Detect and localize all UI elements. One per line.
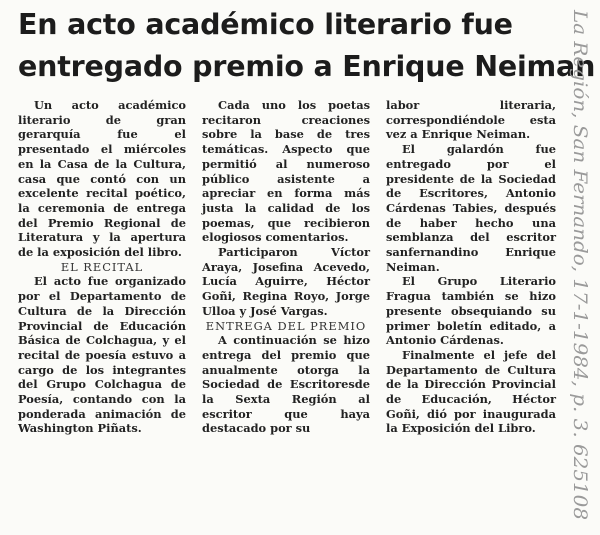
subheading-entrega-del-premio: ENTREGA DEL PREMIO (205, 318, 367, 333)
article-body (18, 98, 558, 533)
paragraph: labor literaria, correspondiéndole esta vez a Enrique Neiman. (386, 98, 556, 142)
headline-line-2: entregado premio a Enrique Neiman (18, 50, 596, 83)
handwritten-note-text: La Región, San Fernando, 17-1-1984, p. 3. 625108 (569, 10, 591, 497)
paragraph: Participaron Víctor Araya, Josefina Acevedo, Lucía Aguirre, Héctor Goñi, Regina Royo, Jorge Ulloa y José Vargas. (202, 245, 370, 318)
subheading-recital: EL RECITAL (60, 259, 144, 274)
paragraph: A continuación se hizo entrega del premio que anualmente otorga la Sociedad de Escritoresde la Sexta Región al escritor que haya destacado por su (202, 333, 370, 436)
handwritten-note-svg (562, 6, 596, 526)
handwritten-source-note (562, 6, 596, 526)
column-1 (18, 98, 186, 436)
paragraph: El Grupo Literario Fragua también se hizo presente obsequiando su primer boletín editado, a Antonio Cárdenas. (386, 274, 556, 348)
paragraph: Un acto académico literario de gran gerarquía fue el presentado el miércoles en la Casa de la Cultura, casa que contó con un excelente recital poético, la ceremonia de entrega del Premio Regional de Literatura y la apertura de la exposición del libro. (18, 98, 186, 260)
headline-line-1: En acto académico literario fue (18, 8, 513, 41)
paragraph: El acto fue organizado por el Departamento de Cultura de la Dirección Provincial de Educación Básica de Colchagua, y el recital de poesía estuvo a cargo de los integrantes del Grupo Colchagua de Poesía, contando con la ponderada animación de Washington Piñats. (18, 274, 186, 436)
column-2 (202, 98, 370, 436)
paragraph: Finalmente el jefe del Departamento de Cultura de la Dirección Provincial de Educación, Héctor Goñi, dió por inaugurada la Exposición del Libro. (386, 347, 556, 436)
paragraph: Cada uno los poetas recitaron creaciones sobre la base de tres temáticas. Aspecto que permitió al numeroso público asistente a apreciar en forma más justa la calidad de los poemas, que recibieron elogiosos comentarios. (202, 98, 370, 245)
headline (18, 4, 596, 88)
paragraph: El galardón fue entregado por el presidente de la Sociedad de Escritores, Antonio Cárdenas Tabies, después de haber hecho una semblanza del escritor sanfernandino Enrique Neiman. (386, 142, 556, 274)
column-3 (386, 98, 556, 436)
